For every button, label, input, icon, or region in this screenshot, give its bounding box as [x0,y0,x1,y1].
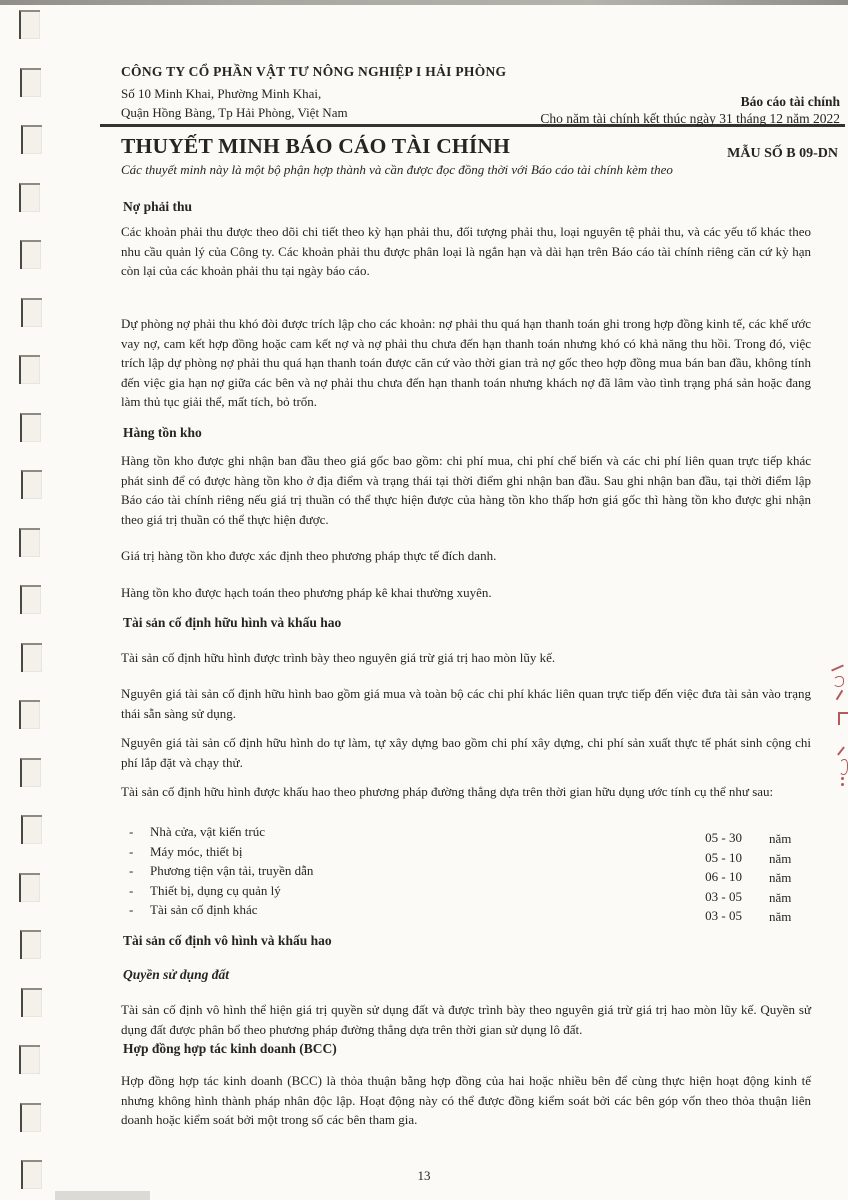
margin-ink-mark [841,783,844,786]
depreciation-table [121,824,811,922]
depreciation-row [121,883,811,903]
report-type-label: Báo cáo tài chính [740,94,840,109]
section-heading-intangible-assets: Tài sản cố định vô hình và khấu hao [123,933,332,948]
useful-life-value: 05 - 30 [705,830,742,845]
useful-life-unit: năm [769,831,792,846]
paragraph: Các khoản phải thu được theo dõi chi tiết theo kỳ hạn phải thu, đối tượng phải thu, loại nguyên tệ phải thu, và các yếu tố khác theo nhu cầu quản lý của Công ty. Các khoản phải thu được phân loại là ngắn hạn và dài hạn trên Báo cáo tài chính riêng căn cứ kỳ hạn còn lại của các khoản phải thu tại ngày báo cáo. [121,224,811,278]
margin-ink-mark [839,759,848,775]
paragraph: Hàng tồn kho được hạch toán theo phương pháp kê khai thường xuyên. [121,585,492,600]
useful-life-unit: năm [769,889,792,905]
asset-class-label: Thiết bị, dụng cụ quản lý [150,882,281,898]
useful-life-value: 06 - 10 [705,869,742,884]
paragraph: Nguyên giá tài sản cố định hữu hình do tự làm, tự xây dựng bao gồm chi phí xây dựng, chi phí sản xuất thực tế phát sinh cộng chi phí lắp đặt và chạy thử. [121,735,811,770]
asset-class-label: Nhà cửa, vật kiến trúc [150,824,265,839]
useful-life-value: 05 - 10 [705,849,742,865]
company-address-line2: Quận Hồng Bàng, Tp Hải Phòng, Việt Nam [121,105,348,120]
useful-life-unit: năm [769,870,792,885]
company-name: CÔNG TY CỔ PHẦN VẬT TƯ NÔNG NGHIỆP I HẢI PHÒNG [121,64,507,79]
asset-class-label: Tài sản cố định khác [150,902,258,917]
page-number: 13 [417,1168,431,1183]
list-dash: - [129,882,134,898]
asset-class-label: Máy móc, thiết bị [150,843,243,859]
depreciation-row [121,863,811,883]
section-heading-inventory: Hàng tồn kho [123,425,202,440]
section-heading-bcc: Hợp đồng hợp tác kinh doanh (BCC) [123,1041,337,1056]
page-title: THUYẾT MINH BÁO CÁO TÀI CHÍNH [121,134,511,158]
useful-life-unit: năm [769,850,792,866]
section-heading-receivables: Nợ phải thu [123,199,193,214]
page-subtitle: Các thuyết minh này là một bộ phận hợp thành và cần được đọc đồng thời với Báo cáo tài chính kèm theo [121,162,673,177]
list-dash: - [129,902,134,917]
paragraph: Dự phòng nợ phải thu khó đòi được trích lập cho các khoản: nợ phải thu quá hạn thanh toán ghi trong hợp đồng kinh tế, các khế ước vay nợ, cam kết hợp đồng hoặc cam kết nợ và nợ phải thu chưa đến hạn thanh toán nhưng khó có khả năng thu hồi. Trong đó, việc trích lập dự phòng nợ phải thu quá hạn thanh toán được căn cứ vào thời gian trả nợ gốc theo hợp đồng mua bán ban đầu, không tính đến việc gia hạn nợ giữa các bên và nợ phải thu chưa đến hạn thanh toán nhưng khách nợ đã lâm vào tình trạng phá sản hoặc đang làm thủ tục giải thể, mất tích, bỏ trốn. [121,316,811,409]
list-dash: - [129,863,134,878]
paragraph: Tài sản cố định hữu hình được trình bày theo nguyên giá trừ giá trị hao mòn lũy kế. [121,650,556,665]
list-dash: - [129,824,134,839]
depreciation-row [121,844,811,864]
useful-life-value: 03 - 05 [705,888,742,904]
margin-ink-mark [841,777,844,780]
useful-life-unit: năm [769,909,792,924]
report-period: Cho năm tài chính kết thúc ngày 31 tháng 12 năm 2022 [540,111,840,126]
paragraph: Hàng tồn kho được ghi nhận ban đầu theo giá gốc bao gồm: chi phí mua, chi phí chế biến và các chi phí liên quan trực tiếp khác phát sinh để có được hàng tồn kho ở địa điểm và trạng thái tại thời điểm ghi nhận ban đầu. Sau ghi nhận ban đầu, tại thời điểm lập Báo cáo tài chính riêng nếu giá trị thuần có thể thực hiện được của hàng tồn kho thấp hơn giá gốc thì hàng tồn kho được ghi nhận theo giá trị thuần có thể thực hiện được. [121,453,811,527]
paragraph: Nguyên giá tài sản cố định hữu hình bao gồm giá mua và toàn bộ các chi phí khác liên quan trực tiếp đến việc đưa tài sản vào trạng thái sẵn sàng sử dụng. [121,686,811,721]
list-dash: - [129,843,134,859]
subsection-heading-land-use-rights: Quyền sử dụng đất [123,967,229,982]
paragraph: Giá trị hàng tồn kho được xác định theo phương pháp thực tế đích danh. [121,548,497,563]
paragraph: Hợp đồng hợp tác kinh doanh (BCC) là thỏa thuận bằng hợp đồng của hai hoặc nhiều bên để cùng thực hiện hoạt động kinh tế nhưng không hình thành pháp nhân độc lập. Hoạt động này có thể được đồng kiểm soát bởi các bên góp vốn theo thỏa thuận liên doanh hoặc kiểm soát bởi một trong số các bên tham gia. [121,1073,811,1127]
company-address-line1: Số 10 Minh Khai, Phường Minh Khai, [121,86,322,101]
asset-class-label: Phương tiện vận tải, truyền dẫn [150,863,314,878]
form-number: MẪU SỐ B 09-DN [727,146,838,161]
section-heading-tangible-assets: Tài sản cố định hữu hình và khấu hao [123,615,342,630]
paragraph: Tài sản cố định vô hình thể hiện giá trị quyền sử dụng đất và được trình bày theo nguyên giá trừ giá trị hao mòn lũy kế. Quyền sử dụng đất được phân bổ theo phương pháp đường thẳng dựa trên thời gian sử dụng lô đất. [121,1002,811,1037]
depreciation-row [121,902,811,922]
useful-life-value: 03 - 05 [705,908,742,923]
binder-holes [0,0,60,1200]
paragraph: Tài sản cố định hữu hình được khấu hao theo phương pháp đường thẳng dựa trên thời gian hữu dụng ước tính cụ thể như sau: [121,784,774,799]
depreciation-row [121,824,811,844]
